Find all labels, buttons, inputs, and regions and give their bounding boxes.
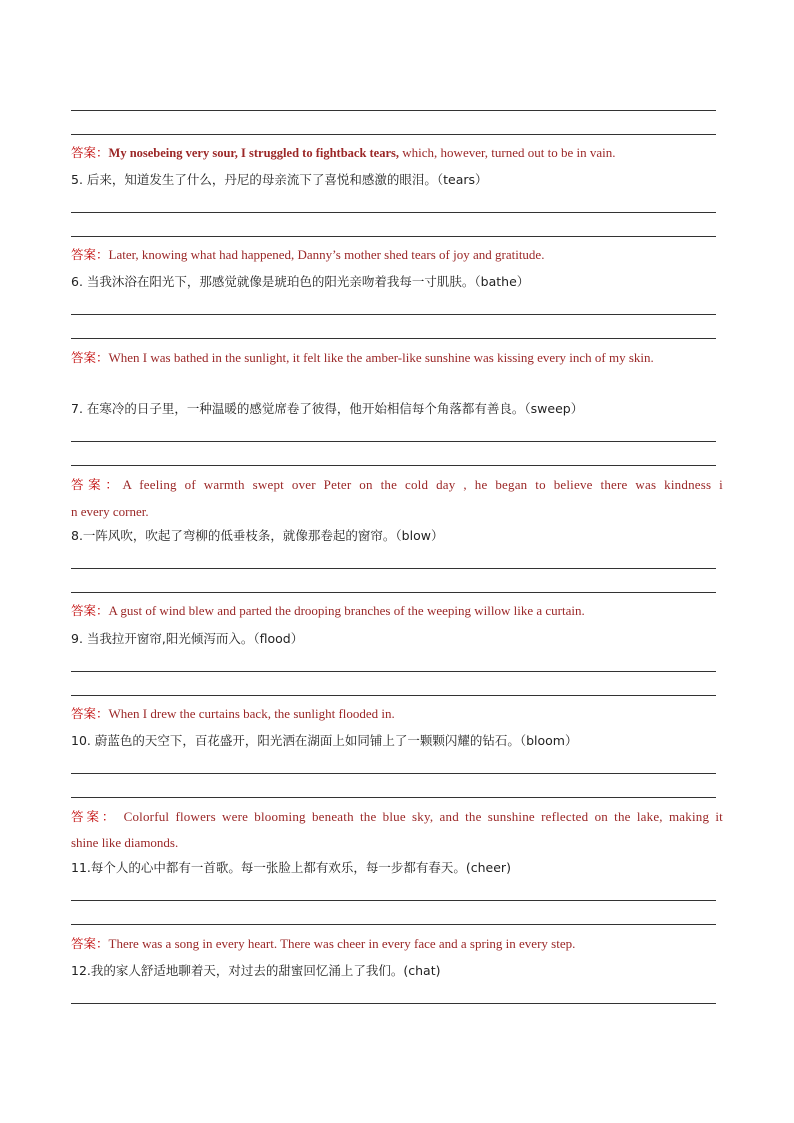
answer-text: Colorful flowers were blooming beneath the blue sky, and the sunshine reflected on the lake, making it bbox=[117, 809, 723, 824]
answer-label: 答案： bbox=[71, 706, 109, 721]
answer-text: When I was bathed in the sunlight, it felt like the amber-like sunshine was kissing every inch of my skin. bbox=[108, 350, 654, 365]
answer-label: 答案： bbox=[71, 350, 109, 365]
answer-line bbox=[71, 1003, 716, 1004]
answer-text: shine like diamonds. bbox=[71, 835, 179, 850]
answer-label: 答案： bbox=[71, 809, 118, 824]
answer-line bbox=[71, 797, 716, 798]
answer-line bbox=[71, 212, 716, 213]
answer-line bbox=[71, 314, 716, 315]
answer-7-line-1 bbox=[71, 471, 723, 498]
answer-text: There was a song in every heart. There was cheer in every face and a spring in every step. bbox=[108, 936, 576, 951]
answer-label: 答案： bbox=[71, 477, 123, 492]
question-6: 6. 当我沐浴在阳光下，那感觉就像是琥珀色的阳光亲吻着我每一寸肌肤。（bathe） bbox=[71, 274, 530, 289]
answer-line bbox=[71, 773, 716, 774]
answer-line bbox=[71, 568, 716, 569]
answer-label: 答案： bbox=[71, 247, 109, 262]
answer-text: A gust of wind blew and parted the drooping branches of the weeping willow like a curtain. bbox=[108, 603, 585, 618]
question-9: 9. 当我拉开窗帘,阳光倾泻而入。（flood） bbox=[71, 631, 304, 646]
answer-line bbox=[71, 465, 716, 466]
intro-answer bbox=[71, 144, 723, 162]
answer-line bbox=[71, 924, 716, 925]
answer-label: 答案： bbox=[71, 603, 109, 618]
answer-text: Later, knowing what had happened, Danny’s mother shed tears of joy and gratitude. bbox=[108, 247, 545, 262]
question-8: 8.一阵风吹，吹起了弯柳的低垂枝条，就像那卷起的窗帘。（blow） bbox=[71, 528, 444, 543]
answer-line bbox=[71, 441, 716, 442]
answer-bold-text: My nosebeing very sour, I struggled to fightback tears, bbox=[108, 146, 400, 160]
answer-label: 答案： bbox=[71, 936, 109, 951]
answer-line bbox=[71, 671, 716, 672]
answer-10-line-1 bbox=[71, 803, 723, 830]
answer-text: When I drew the curtains back, the sunlight flooded in. bbox=[108, 706, 395, 721]
answer-text: A feeling of warmth swept over Peter on the cold day , he began to believe there was kindness i bbox=[122, 477, 723, 492]
answer-10-line-2 bbox=[71, 834, 723, 852]
question-10: 10. 蔚蓝色的天空下，百花盛开，阳光洒在湖面上如同铺上了一颗颗闪耀的钻石。（bloom） bbox=[71, 733, 578, 748]
answer-line bbox=[71, 110, 716, 111]
answer-line bbox=[71, 134, 716, 135]
answer-9 bbox=[71, 705, 723, 723]
question-5: 5. 后来，知道发生了什么，丹尼的母亲流下了喜悦和感激的眼泪。（tears） bbox=[71, 172, 488, 187]
answer-line bbox=[71, 900, 716, 901]
question-11: 11.每个人的心中都有一首歌。每一张脸上都有欢乐，每一步都有春天。(cheer) bbox=[71, 860, 511, 875]
answer-5 bbox=[71, 246, 723, 264]
answer-11 bbox=[71, 935, 723, 953]
answer-text: which, however, turned out to be in vain. bbox=[399, 145, 616, 160]
question-7: 7. 在寒冷的日子里，一种温暖的感觉席卷了彼得，他开始相信每个角落都有善良。（sweep） bbox=[71, 401, 584, 416]
answer-text: n every corner. bbox=[71, 504, 149, 519]
answer-7-line-2 bbox=[71, 503, 723, 521]
answer-line bbox=[71, 695, 716, 696]
answer-line bbox=[71, 592, 716, 593]
answer-6 bbox=[71, 349, 723, 367]
answer-line bbox=[71, 338, 716, 339]
answer-8 bbox=[71, 602, 723, 620]
question-12: 12.我的家人舒适地聊着天，对过去的甜蜜回忆涌上了我们。(chat) bbox=[71, 963, 441, 978]
answer-label: 答案： bbox=[71, 145, 109, 160]
answer-line bbox=[71, 236, 716, 237]
